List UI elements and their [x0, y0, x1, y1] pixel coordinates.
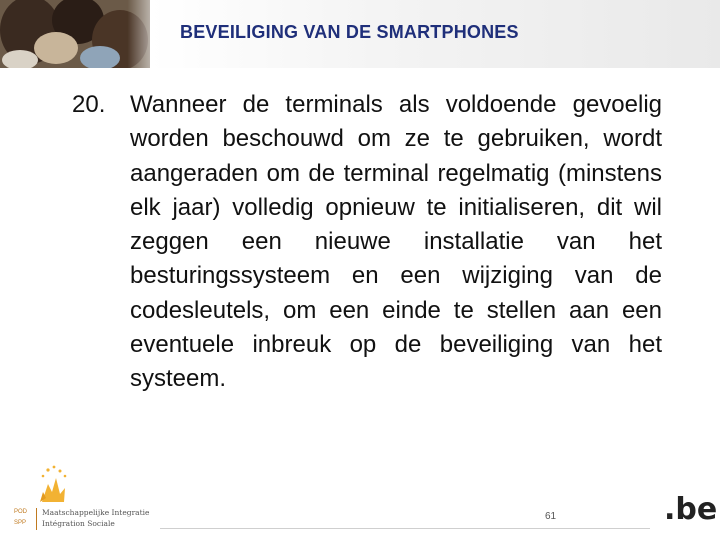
logo-divider: [36, 508, 37, 530]
logo-name-nl: Maatschappelijke Integratie: [42, 508, 150, 517]
logo-names: [42, 507, 149, 529]
be-logo: .be: [664, 492, 718, 527]
logo-name-fr: Intégration Sociale: [42, 519, 115, 528]
list-item-text: Wanneer de terminals als voldoende gevoelig worden beschouwd om ze te gebruiken, wordt aangeraden om de terminal regelmatig (minstens elk jaar) volledig opnieuw te initialiseren, dit wil zeggen een nieuwe installatie van het besturingssysteem en een wijziging van de codesleutels, om een einde te stellen aan een eventuele inbreuk op de beveiliging van het systeem.: [130, 91, 662, 393]
page-number: 61: [545, 511, 557, 522]
logo-code-nl: POD: [14, 509, 28, 515]
slide-title: BEVEILIGING VAN DE SMARTPHONES: [180, 22, 519, 42]
logo-code-fr: SPP: [14, 520, 27, 526]
logo-codes: [14, 507, 27, 529]
list-item-number: 20.: [72, 91, 106, 118]
integration-logo-icon: [10, 462, 70, 508]
corner-photo: [0, 0, 170, 68]
footer-divider: [160, 528, 650, 529]
